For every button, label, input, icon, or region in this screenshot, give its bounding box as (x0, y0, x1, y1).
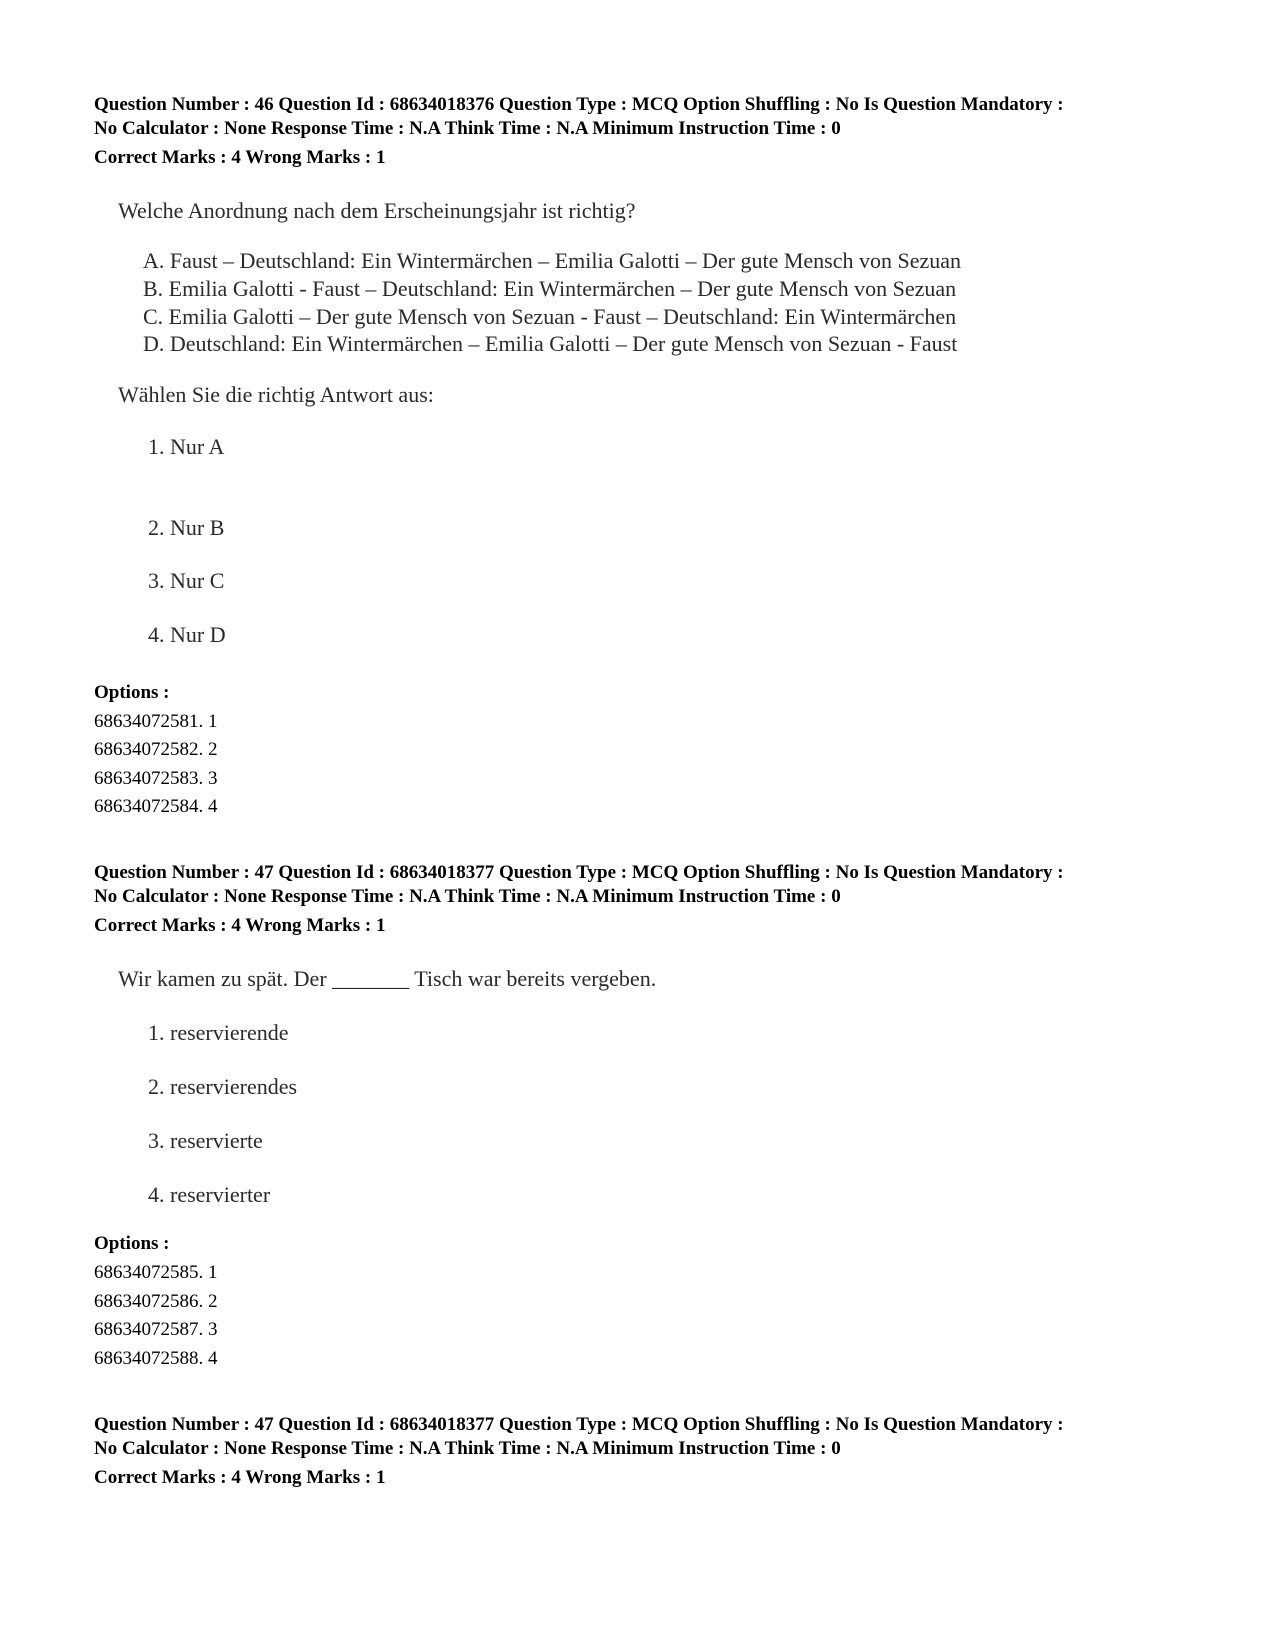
statement-b: B. Emilia Galotti - Faust – Deutschland: Ein Wintermärchen – Der gute Mensch von Sezuan (143, 276, 957, 301)
question-instruction: Wählen Sie die richtig Antwort aus: (118, 382, 434, 407)
option-row: 68634072583. 3 (94, 768, 218, 789)
question-marks: Correct Marks : 4 Wrong Marks : 1 (94, 1467, 386, 1488)
question-meta-line-1: Question Number : 47 Question Id : 68634018377 Question Type : MCQ Option Shuffling : No Is Question Mandatory : (94, 862, 1064, 883)
option-row: 68634072582. 2 (94, 739, 218, 760)
answer-choice-2: 2. reservierendes (148, 1074, 298, 1099)
answer-choice-1: 1. Nur A (148, 434, 225, 459)
answer-choice-4: 4. reservierter (148, 1182, 271, 1207)
statement-a: A. Faust – Deutschland: Ein Wintermärchen – Emilia Galotti – Der gute Mensch von Sezuan (143, 248, 962, 273)
statement-d: D. Deutschland: Ein Wintermärchen – Emilia Galotti – Der gute Mensch von Sezuan - Faust (143, 331, 958, 356)
answer-choice-4: 4. Nur D (148, 622, 226, 647)
question-prompt: Welche Anordnung nach dem Erscheinungsjahr ist richtig? (118, 198, 636, 223)
question-meta-line-1: Question Number : 46 Question Id : 68634018376 Question Type : MCQ Option Shuffling : No Is Question Mandatory : (94, 94, 1064, 115)
answer-choice-3: 3. reservierte (148, 1128, 263, 1153)
answer-choice-1: 1. reservierende (148, 1020, 289, 1045)
options-heading: Options : (94, 1233, 170, 1254)
question-marks: Correct Marks : 4 Wrong Marks : 1 (94, 915, 386, 936)
options-heading: Options : (94, 682, 170, 703)
answer-choice-2: 2. Nur B (148, 515, 225, 540)
answer-choice-3: 3. Nur C (148, 568, 225, 593)
question-prompt: Wir kamen zu spät. Der _______ Tisch war bereits vergeben. (118, 966, 657, 991)
option-row: 68634072588. 4 (94, 1348, 218, 1369)
question-meta-line-2: No Calculator : None Response Time : N.A Think Time : N.A Minimum Instruction Time : 0 (94, 118, 841, 139)
option-row: 68634072586. 2 (94, 1291, 218, 1312)
question-meta-line-2: No Calculator : None Response Time : N.A Think Time : N.A Minimum Instruction Time : 0 (94, 886, 841, 907)
question-meta-line-1: Question Number : 47 Question Id : 68634018377 Question Type : MCQ Option Shuffling : No Is Question Mandatory : (94, 1414, 1064, 1435)
option-row: 68634072584. 4 (94, 796, 218, 817)
statement-c: C. Emilia Galotti – Der gute Mensch von Sezuan - Faust – Deutschland: Ein Wintermärchen (143, 304, 957, 329)
option-row: 68634072585. 1 (94, 1262, 218, 1283)
option-row: 68634072581. 1 (94, 711, 218, 732)
option-row: 68634072587. 3 (94, 1319, 218, 1340)
question-meta-line-2: No Calculator : None Response Time : N.A Think Time : N.A Minimum Instruction Time : 0 (94, 1438, 841, 1459)
question-marks: Correct Marks : 4 Wrong Marks : 1 (94, 147, 386, 168)
